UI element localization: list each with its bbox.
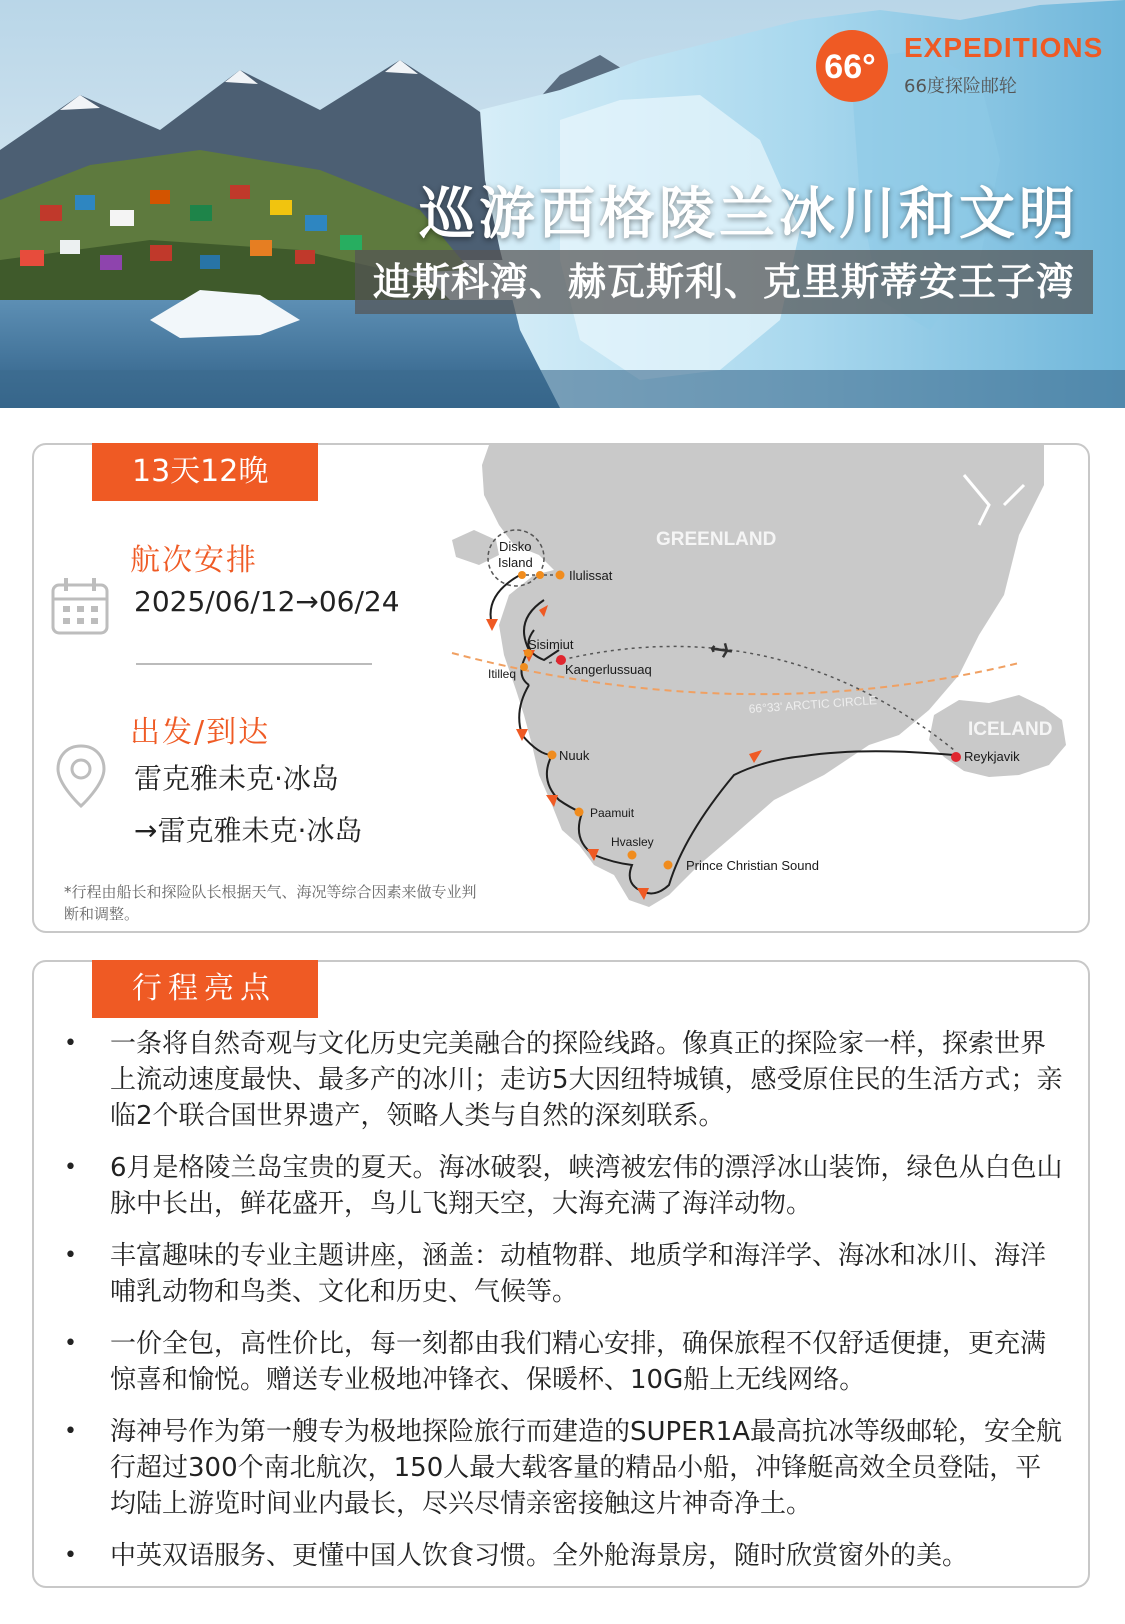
highlights-badge: 行程亮点: [92, 960, 318, 1018]
bullet-icon: •: [64, 1331, 77, 1356]
list-item: • 一条将自然奇观与文化历史完美融合的探险线路。像真正的探险家一样，探索世界上流动速度最快、最多产的冰川；走访5大因纽特城镇，感受原住民的生活方式；亲临2个联合国世界遗产，领略人类与自然的深刻联系。: [34, 1026, 1088, 1134]
map-label-ilulissat: Ilulissat: [569, 568, 613, 583]
bullet-icon: •: [64, 1543, 77, 1568]
highlights-card: [32, 960, 1090, 1588]
schedule-label: 航次安排: [130, 543, 258, 578]
departure-port: 雷克雅未克·冰岛: [134, 762, 339, 795]
itinerary-note: *行程由船长和探险队长根据天气、海况等综合因素来做专业判断和调整。: [64, 883, 477, 923]
duration-badge: 13天12晚: [92, 443, 318, 501]
svg-text:66°: 66°: [824, 48, 876, 86]
page-subtitle: 迪斯科湾、赫瓦斯利、克里斯蒂安王子湾: [355, 250, 1093, 314]
map-label-sisimiut: Sisimiut: [528, 637, 574, 652]
list-item: • 一价全包，高性价比，每一刻都由我们精心安排，确保旅程不仅舒适便捷，更充满惊喜和愉悦。赠送专业极地冲锋衣、保暖杯、10G船上无线网络。: [34, 1326, 1088, 1398]
bullet-icon: •: [64, 1155, 77, 1180]
map-label-paamiut: Paamuit: [590, 806, 635, 820]
map-label-hvasley: Hvasley: [611, 835, 654, 849]
location-pin-icon: [54, 743, 108, 809]
bullet-icon: •: [64, 1419, 77, 1444]
map-label-nuuk: Nuuk: [559, 748, 590, 763]
calendar-icon: [50, 575, 110, 637]
iceland-label: ICELAND: [968, 719, 1053, 740]
schedule-dates: 2025/06/12→06/24: [134, 585, 400, 618]
bullet-icon: •: [64, 1031, 77, 1056]
list-item: • 6月是格陵兰岛宝贵的夏天。海冰破裂，峡湾被宏伟的漂浮冰山装饰，绿色从白色山脉中长出，鲜花盛开，鸟儿飞翔天空，大海充满了海洋动物。: [34, 1150, 1088, 1222]
brand-logo: [812, 26, 1104, 106]
map-label-disko: Disko: [499, 539, 532, 554]
page-title: 巡游西格陵兰冰川和文明: [419, 182, 1079, 247]
map-label-itilleq: Itilleq: [488, 667, 517, 681]
arrival-port: →雷克雅未克·冰岛: [134, 814, 363, 847]
disko-landmass: [452, 530, 499, 565]
list-item: • 丰富趣味的专业主题讲座，涵盖：动植物群、地质学和海洋学、海冰和冰川、海洋哺乳动物和鸟类、文化和历史、气候等。: [34, 1238, 1088, 1310]
arctic-circle-label: 66°33' ARCTIC CIRCLE: [748, 693, 878, 716]
route-label: 出发/到达: [130, 715, 271, 750]
logo-mark-icon: [812, 26, 896, 106]
divider: [136, 663, 372, 665]
logo-subtext: 66度探险邮轮: [904, 76, 1017, 97]
bullet-icon: •: [64, 1243, 77, 1268]
list-item: • 海神号作为第一艘专为极地探险旅行而建造的SUPER1A最高抗冰等级邮轮，安全航行超过300个南北航次，150人最大载客量的精品小船，冲锋艇高效全员登陆，平均陆上游览时间业内最长，尽兴尽情亲密接触这片神奇净土。: [34, 1414, 1088, 1522]
logo-text: EXPEDITIONS: [904, 32, 1104, 63]
itinerary-card: [32, 443, 1090, 933]
map-label-prince-christian: Prince Christian Sound: [686, 858, 819, 873]
highlights-list: [34, 1026, 1088, 1590]
map-label-kangerlussuaq: Kangerlussuaq: [565, 662, 652, 677]
list-item: • 中英双语服务、更懂中国人饮食习惯。全外舱海景房，随时欣赏窗外的美。: [34, 1538, 1088, 1574]
map-label-reykjavik: Reykjavik: [964, 749, 1020, 764]
greenland-label: GREENLAND: [656, 529, 777, 550]
map-label-island: Island: [498, 555, 533, 570]
hero-banner: [0, 0, 1125, 408]
route-map: [444, 445, 1084, 927]
